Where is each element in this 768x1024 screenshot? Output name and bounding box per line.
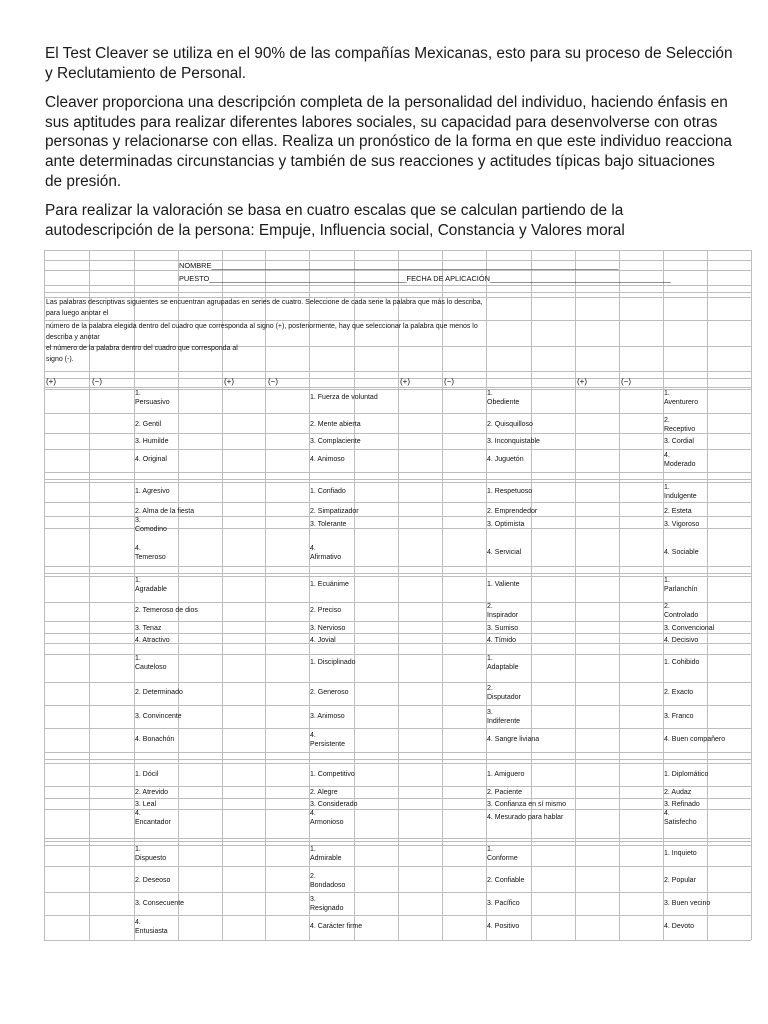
grid-vline xyxy=(663,250,664,940)
word-option: 3. Franco xyxy=(664,713,694,720)
minus-column-header: (−) xyxy=(92,377,102,386)
word-option: Persuasivo xyxy=(135,399,170,406)
instruction-line: Las palabras descriptivas siguientes se encuentran agrupadas en series de cuatro. Seleccione de cada serie la palabra que más lo describa, xyxy=(46,299,483,306)
word-option: 4. xyxy=(135,545,141,552)
word-option: 4. Mesurado para hablar xyxy=(487,814,564,821)
word-option: 3. xyxy=(310,896,316,903)
word-option: 4. xyxy=(135,919,141,926)
word-option: Obediente xyxy=(487,399,520,406)
word-option: 4. Carácter firme xyxy=(310,923,363,930)
intro-text xyxy=(45,44,735,250)
grid-vline xyxy=(751,250,752,940)
word-option: 3. Convincente xyxy=(135,713,182,720)
word-option: 4. Jovial xyxy=(310,637,336,644)
word-option: 1. Respetuoso xyxy=(487,488,533,495)
word-option: 1. Agresivo xyxy=(135,488,170,495)
word-option: 2. xyxy=(487,603,493,610)
word-option: 4. Tímido xyxy=(487,637,517,644)
word-option: 1. xyxy=(135,577,141,584)
minus-column-header: (−) xyxy=(444,377,454,386)
instruction-line: el número de la palabra dentro del cuadro que corresponda al xyxy=(46,345,238,352)
grid-vline xyxy=(442,250,443,940)
grid-vline xyxy=(134,250,135,940)
word-option: 3. Considerado xyxy=(310,801,358,808)
instruction-line: signo (-). xyxy=(46,356,74,363)
word-option: 1. Inquieto xyxy=(664,850,697,857)
word-option: 2. Exacto xyxy=(664,689,694,696)
plus-column-header: (+) xyxy=(46,377,56,386)
cleaver-test-sheet xyxy=(44,250,751,940)
word-option: 3. Cordial xyxy=(664,438,694,445)
word-option: Comodino xyxy=(135,526,167,533)
minus-column-header: (−) xyxy=(268,377,278,386)
word-option: 1. Cohibido xyxy=(664,659,700,666)
word-option: 4. Sangre liviana xyxy=(487,736,540,743)
word-option: 1. xyxy=(135,846,141,853)
word-option: Persistente xyxy=(310,741,346,748)
word-option: Agradable xyxy=(135,586,167,593)
word-option: 4. Decisivo xyxy=(664,637,699,644)
word-option: 4. xyxy=(310,545,316,552)
word-option: 1. Diplomático xyxy=(664,771,709,778)
word-option: 4. Buen compañero xyxy=(664,736,726,743)
word-option: 4. xyxy=(310,732,316,739)
grid-vline xyxy=(398,250,399,940)
word-option: Bondadoso xyxy=(310,882,346,889)
word-option: 3. Inconquistable xyxy=(487,438,540,445)
word-option: 2. Audaz xyxy=(664,789,692,796)
word-option: 4. Atractivo xyxy=(135,637,170,644)
grid-vline xyxy=(44,250,45,940)
word-option: Inspirador xyxy=(487,612,519,619)
word-option: 4. Original xyxy=(135,456,167,463)
word-option: 1. Confiado xyxy=(310,488,346,495)
word-option: 2. Preciso xyxy=(310,607,342,614)
word-option: 3. Refinado xyxy=(664,801,700,808)
word-option: Aventurero xyxy=(664,399,699,406)
word-option: 4. xyxy=(664,810,670,817)
word-option: 3. Convencional xyxy=(664,625,715,632)
word-option: Admirable xyxy=(310,855,342,862)
plus-column-header: (+) xyxy=(224,377,234,386)
grid-vline xyxy=(222,250,223,940)
word-option: 2. Esteta xyxy=(664,508,692,515)
word-option: 1. Disciplinado xyxy=(310,659,356,666)
word-option: Encantador xyxy=(135,819,171,826)
word-option: 2. xyxy=(310,873,316,880)
word-option: 4. xyxy=(135,810,141,817)
word-option: 3. Animoso xyxy=(310,713,345,720)
word-option: 3. Optimista xyxy=(487,521,525,528)
word-option: Indiferente xyxy=(487,718,521,725)
word-option: 2. Emprendedor xyxy=(487,508,538,515)
word-option: 1. Dócil xyxy=(135,771,159,778)
word-option: Indulgente xyxy=(664,493,697,500)
word-option: Adaptable xyxy=(487,664,519,671)
word-option: 2. Simpatizador xyxy=(310,508,359,515)
minus-column-header: (−) xyxy=(621,377,631,386)
word-option: 3. Vigoroso xyxy=(664,521,700,528)
position-field-label: PUESTO________________________________________________FECHA DE APLICACIÓN____________________________________________ xyxy=(179,274,671,283)
word-option: 2. Alegre xyxy=(310,789,338,796)
plus-column-header: (+) xyxy=(400,377,410,386)
word-option: 4. Animoso xyxy=(310,456,345,463)
word-option: 3. xyxy=(135,517,141,524)
word-option: 3. Tenaz xyxy=(135,625,162,632)
word-option: 4. Bonachón xyxy=(135,736,175,743)
word-option: 1. xyxy=(135,655,141,662)
grid-vline xyxy=(486,250,487,940)
word-option: Controlado xyxy=(664,612,699,619)
word-option: 4. Positivo xyxy=(487,923,520,930)
word-option: 2. Paciente xyxy=(487,789,523,796)
grid-vline xyxy=(265,250,266,940)
word-option: 1. Amiguero xyxy=(487,771,525,778)
word-option: 2. Deseoso xyxy=(135,877,171,884)
word-option: 2. Temeroso de dios xyxy=(135,607,198,614)
word-option: Entusiasta xyxy=(135,928,168,935)
word-option: 3. Consecuente xyxy=(135,900,185,907)
word-option: 1. Competitivo xyxy=(310,771,355,778)
grid-vline xyxy=(575,250,576,940)
word-option: 3. Humilde xyxy=(135,438,169,445)
word-option: 1. xyxy=(310,846,316,853)
word-option: Parlanchín xyxy=(664,586,698,593)
word-option: 2. Popular xyxy=(664,877,696,884)
intro-paragraph-1: El Test Cleaver se utiliza en el 90% de las compañías Mexicanas, esto para su proceso de Selección y Reclutamiento de Personal. xyxy=(45,45,733,82)
word-option: 1. xyxy=(487,390,493,397)
word-option: 3. Pacífico xyxy=(487,900,520,907)
word-option: 1. Fuerza de voluntad xyxy=(310,394,378,401)
word-option: 2. xyxy=(487,685,493,692)
word-option: 3. Complaciente xyxy=(310,438,361,445)
word-option: Receptivo xyxy=(664,426,696,433)
word-option: 2. Gentil xyxy=(135,421,162,428)
word-option: 3. Tolerante xyxy=(310,521,347,528)
word-option: 2. Confiable xyxy=(487,877,525,884)
instruction-line: describa y anotar xyxy=(46,334,100,341)
word-option: 1. xyxy=(135,390,141,397)
grid-vline xyxy=(178,250,179,940)
word-option: 2. xyxy=(664,603,670,610)
intro-paragraph-2: Cleaver proporciona una descripción completa de la personalidad del individuo, haciendo énfasis en sus aptitudes para realizar diferentes labores sociales, su capacidad para desenvolverse con otras personas y relacionarse con ellas. Realiza un pronóstico de la forma en que este individuo reacciona ante determinadas circunstancias y también de sus reacciones y actitudes típicas bajo situaciones de presión. xyxy=(45,94,732,190)
word-option: 2. Quisquilloso xyxy=(487,421,533,428)
word-option: 4. xyxy=(310,810,316,817)
grid-vline xyxy=(309,250,310,940)
grid-vline xyxy=(531,250,532,940)
word-option: 2. Determinado xyxy=(135,689,183,696)
word-option: 3. Confianza en sí mismo xyxy=(487,801,566,808)
word-option: Armonioso xyxy=(310,819,344,826)
word-option: 4. xyxy=(664,452,670,459)
grid-vline xyxy=(89,250,90,940)
word-option: 3. Sumiso xyxy=(487,625,519,632)
word-option: 1. xyxy=(487,846,493,853)
word-option: 2. Generoso xyxy=(310,689,349,696)
instruction-line: número de la palabra elegida dentro del cuadro que corresponda al signo (+), posteriormente, hay que seleccionar la palabra que menos lo xyxy=(46,323,478,330)
word-option: Cauteloso xyxy=(135,664,167,671)
grid-vline xyxy=(707,250,708,940)
name-field-label: NOMBRE___________________________________________________________________________________________________ xyxy=(179,261,619,270)
word-option: 2. Atrevido xyxy=(135,789,169,796)
instruction-line: para luego anotar el xyxy=(46,310,109,317)
word-option: Moderado xyxy=(664,461,696,468)
word-option: 1. xyxy=(664,390,670,397)
grid-vline xyxy=(354,250,355,940)
plus-column-header: (+) xyxy=(577,377,587,386)
word-option: Disputador xyxy=(487,694,521,701)
word-option: 3. Buen vecino xyxy=(664,900,711,907)
word-option: Conforme xyxy=(487,855,518,862)
word-option: 1. Ecuánime xyxy=(310,581,349,588)
word-option: Afirmativo xyxy=(310,554,342,561)
word-option: 1. xyxy=(664,577,670,584)
grid-hline xyxy=(44,940,751,941)
word-option: 2. Alma de la fiesta xyxy=(135,508,195,515)
word-option: 4. Devoto xyxy=(664,923,694,930)
word-option: Satisfecho xyxy=(664,819,697,826)
grid-vline xyxy=(619,250,620,940)
word-option: 4. Sociable xyxy=(664,549,699,556)
word-option: Resignado xyxy=(310,905,344,912)
word-option: 3. Nervioso xyxy=(310,625,346,632)
word-option: 1. xyxy=(664,484,670,491)
word-option: 2. Mente abierta xyxy=(310,421,361,428)
word-option: 2. xyxy=(664,417,670,424)
word-option: 1. Valiente xyxy=(487,581,520,588)
word-option: Dispuesto xyxy=(135,855,167,862)
word-option: 3. Leal xyxy=(135,801,157,808)
word-option: 1. xyxy=(487,655,493,662)
word-option: 4. Servicial xyxy=(487,549,522,556)
word-option: 3. xyxy=(487,709,493,716)
intro-paragraph-3: Para realizar la valoración se basa en cuatro escalas que se calculan partiendo de la autodescripción de la persona: Empuje, Influencia social, Constancia y Valores moral xyxy=(45,202,625,239)
word-option: Temeroso xyxy=(135,554,166,561)
word-option: 4. Juguetón xyxy=(487,456,524,463)
